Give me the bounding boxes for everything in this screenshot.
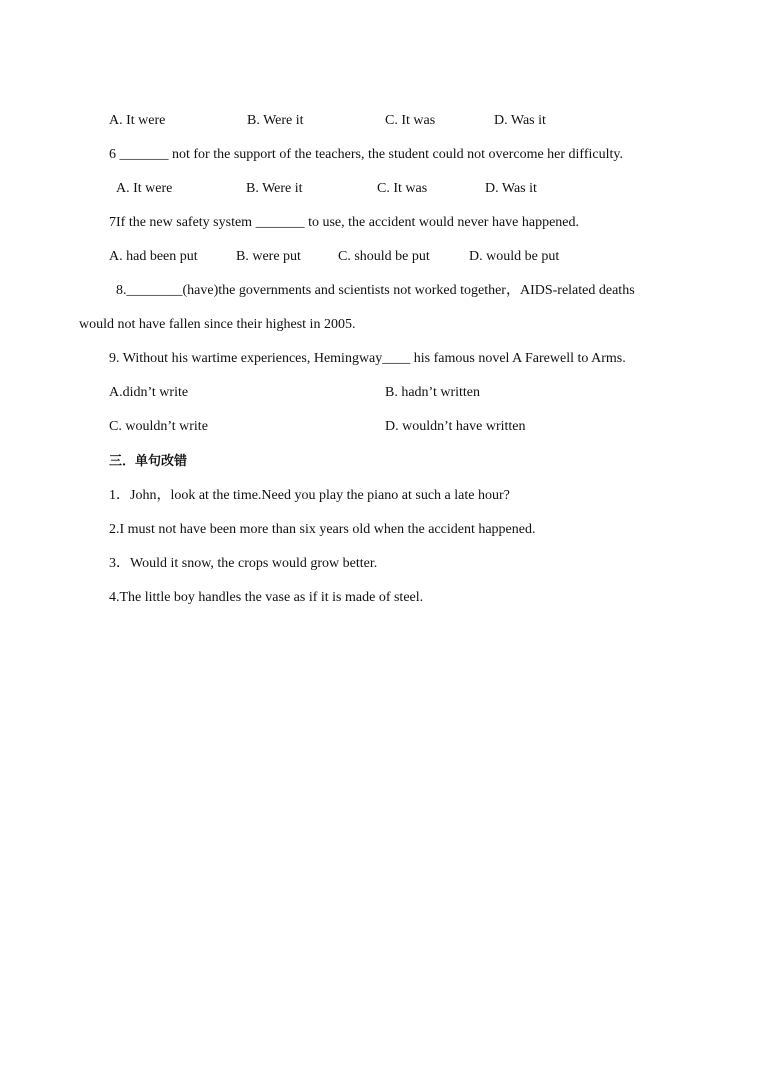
- q8-line-2: would not have fallen since their highest in 2005.: [79, 317, 356, 332]
- correction-item-1: 1．John，look at the time.Need you play the piano at such a late hour?: [109, 488, 510, 503]
- q7-option-d: D. would be put: [469, 249, 560, 264]
- q5-option-c: C. It was: [385, 113, 436, 128]
- q6-option-a: A. It were: [116, 181, 173, 196]
- correction-item-2: 2.I must not have been more than six years old when the accident happened.: [109, 522, 536, 537]
- q5-option-b: B. Were it: [247, 113, 304, 128]
- q9-option-b: B. hadn’t written: [385, 385, 481, 400]
- q9-option-c: C. wouldn’t write: [109, 419, 208, 434]
- q5-option-a: A. It were: [109, 113, 166, 128]
- q6-option-b: B. Were it: [246, 181, 303, 196]
- q6-option-d: D. Was it: [485, 181, 537, 196]
- q7-option-b: B. were put: [236, 249, 301, 264]
- q9-option-a: A.didn’t write: [109, 385, 189, 400]
- q9-option-d: D. wouldn’t have written: [385, 419, 526, 434]
- correction-item-4: 4.The little boy handles the vase as if it is made of steel.: [109, 590, 424, 605]
- q7-stem: 7If the new safety system _______ to use, the accident would never have happened.: [109, 215, 580, 230]
- q6-stem: 6 _______ not for the support of the teachers, the student could not overcome her difficulty.: [109, 147, 623, 162]
- q8-line-1: 8.________(have)the governments and scientists not worked together，AIDS-related deaths: [116, 283, 635, 298]
- q9-stem: 9. Without his wartime experiences, Hemingway____ his famous novel A Farewell to Arms.: [109, 351, 626, 366]
- section-3-heading: 三．单句改错: [109, 454, 188, 469]
- q6-option-c: C. It was: [377, 181, 428, 196]
- correction-item-3: 3．Would it snow, the crops would grow better.: [109, 556, 378, 571]
- q7-option-a: A. had been put: [109, 249, 198, 264]
- q5-option-d: D. Was it: [494, 113, 546, 128]
- q7-option-c: C. should be put: [338, 249, 430, 264]
